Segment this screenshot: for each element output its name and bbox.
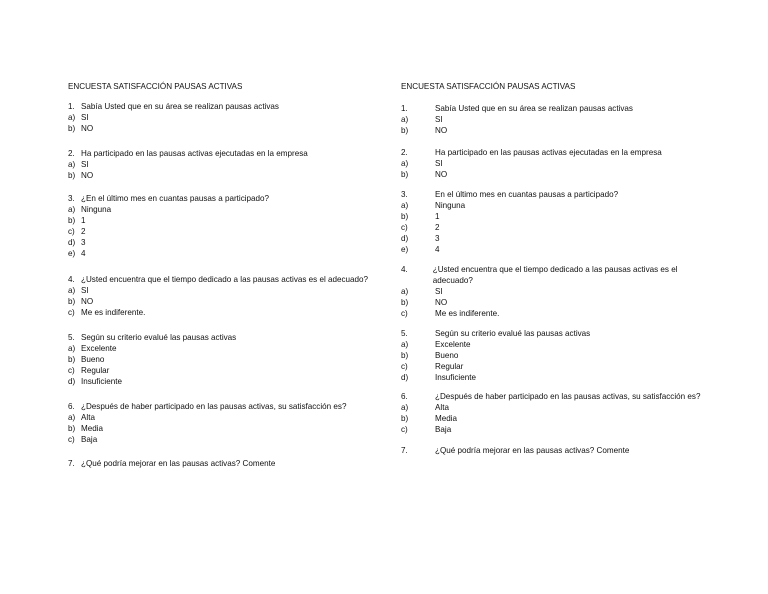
option-text: Ninguna <box>81 205 112 214</box>
option-letter: d) <box>401 234 409 243</box>
question-text: En el último mes en cuantas pausas a participado? <box>435 190 619 199</box>
option-text: Baja <box>435 425 452 434</box>
question-1 <box>68 101 373 134</box>
option-text: 1 <box>435 212 440 221</box>
survey-title: ENCUESTA SATISFACCIÓN PAUSAS ACTIVAS <box>68 82 243 91</box>
question-number: 4. <box>401 265 408 274</box>
option-text: NO <box>435 126 448 135</box>
question-text: ¿Usted encuentra que el tiempo dedicado a las pausas activas es el adecuado? <box>432 265 678 285</box>
option-text: Bueno <box>435 351 459 360</box>
option-letter: d) <box>68 238 76 247</box>
question-7 <box>401 445 701 456</box>
question-3 <box>401 189 701 255</box>
question-6 <box>68 401 373 445</box>
question-text: ¿Después de haber participado en las pausas activas, su satisfacción es? <box>81 402 347 411</box>
question-text: ¿Después de haber participado en las pausas activas, su satisfacción es? <box>435 392 701 401</box>
option-letter: e) <box>401 245 409 254</box>
option-letter: d) <box>68 377 76 386</box>
option-text: 4 <box>435 245 440 254</box>
option-text: Insuficiente <box>435 373 476 382</box>
option-letter: b) <box>68 171 76 180</box>
question-number: 5. <box>401 329 408 338</box>
option-text: Regular <box>81 366 110 375</box>
option-text: SI <box>435 159 443 168</box>
option-letter: a) <box>68 413 76 422</box>
option-text: SI <box>81 286 89 295</box>
option-letter: a) <box>401 340 409 349</box>
option-letter: a) <box>401 201 409 210</box>
question-number: 5. <box>68 333 75 342</box>
question-text: ¿Qué podría mejorar en las pausas activas? Comente <box>435 446 630 455</box>
question-text: ¿En el último mes en cuantas pausas a participado? <box>81 194 270 203</box>
option-text: 3 <box>435 234 440 243</box>
option-letter: b) <box>401 414 409 423</box>
option-text: Media <box>435 414 458 423</box>
option-text: 3 <box>81 238 86 247</box>
option-letter: c) <box>68 366 75 375</box>
option-letter: b) <box>401 170 409 179</box>
option-text: Baja <box>81 435 98 444</box>
option-letter: b) <box>68 424 76 433</box>
question-4 <box>401 264 701 319</box>
option-letter: c) <box>401 223 408 232</box>
option-letter: b) <box>68 355 76 364</box>
question-number: 6. <box>68 402 75 411</box>
option-letter: c) <box>68 227 75 236</box>
survey-title: ENCUESTA SATISFACCIÓN PAUSAS ACTIVAS <box>401 82 576 91</box>
option-text: Alta <box>81 413 95 422</box>
option-text: SI <box>435 287 443 296</box>
option-text: Alta <box>435 403 449 412</box>
question-6 <box>401 391 701 435</box>
option-text: Insuficiente <box>81 377 122 386</box>
option-text: NO <box>81 297 94 306</box>
option-letter: b) <box>68 297 76 306</box>
question-number: 1. <box>401 104 408 113</box>
question-number: 2. <box>401 148 408 157</box>
option-letter: c) <box>401 362 408 371</box>
question-number: 2. <box>68 149 75 158</box>
question-text: Según su criterio evalué las pausas activas <box>435 329 591 338</box>
question-number: 6. <box>401 392 408 401</box>
question-5 <box>401 328 701 383</box>
option-letter: a) <box>401 287 409 296</box>
question-number: 3. <box>401 190 408 199</box>
option-letter: c) <box>68 308 75 317</box>
option-letter: c) <box>401 309 408 318</box>
option-letter: a) <box>68 344 76 353</box>
option-letter: b) <box>401 126 409 135</box>
option-text: Bueno <box>81 355 105 364</box>
option-letter: c) <box>401 425 408 434</box>
question-number: 4. <box>68 275 75 284</box>
option-text: SI <box>81 160 89 169</box>
option-letter: a) <box>401 159 409 168</box>
option-text: NO <box>81 171 94 180</box>
question-text: Sabía Usted que en su área se realizan pausas activas <box>435 104 633 113</box>
option-text: 2 <box>435 223 440 232</box>
question-4 <box>68 274 373 318</box>
option-letter: a) <box>68 286 76 295</box>
option-text: 4 <box>81 249 86 258</box>
question-3 <box>68 193 373 259</box>
option-text: Media <box>81 424 104 433</box>
option-letter: b) <box>68 124 76 133</box>
question-number: 7. <box>401 446 408 455</box>
option-text: Regular <box>435 362 464 371</box>
option-text: Ninguna <box>435 201 466 210</box>
option-text: Excelente <box>435 340 471 349</box>
question-text: Ha participado en las pausas activas ejecutadas en la empresa <box>81 149 308 158</box>
option-letter: b) <box>68 216 76 225</box>
option-text: NO <box>435 298 448 307</box>
option-letter: d) <box>401 373 409 382</box>
question-number: 7. <box>68 459 75 468</box>
question-5 <box>68 332 373 387</box>
option-text: NO <box>81 124 94 133</box>
question-text: ¿Usted encuentra que el tiempo dedicado a las pausas activas es el adecuado? <box>81 275 369 284</box>
option-letter: b) <box>401 212 409 221</box>
question-text: ¿Qué podría mejorar en las pausas activas? Comente <box>81 459 276 468</box>
option-letter: a) <box>68 113 76 122</box>
option-letter: b) <box>401 298 409 307</box>
option-letter: b) <box>401 351 409 360</box>
option-text: Excelente <box>81 344 117 353</box>
question-number: 3. <box>68 194 75 203</box>
question-2 <box>401 147 701 180</box>
option-letter: a) <box>68 160 76 169</box>
option-letter: a) <box>401 115 409 124</box>
option-letter: a) <box>401 403 409 412</box>
option-text: NO <box>435 170 448 179</box>
question-text: Sabía Usted que en su área se realizan pausas activas <box>81 102 279 111</box>
option-text: 2 <box>81 227 86 236</box>
option-letter: a) <box>68 205 76 214</box>
option-text: SI <box>435 115 443 124</box>
question-7 <box>68 458 373 469</box>
question-text: Ha participado en las pausas activas ejecutadas en la empresa <box>435 148 662 157</box>
option-text: 1 <box>81 216 86 225</box>
option-text: Me es indiferente. <box>81 308 146 317</box>
option-text: SI <box>81 113 89 122</box>
option-letter: e) <box>68 249 76 258</box>
option-text: Me es indiferente. <box>435 309 500 318</box>
question-text: Según su criterio evalué las pausas activas <box>81 333 237 342</box>
option-letter: c) <box>68 435 75 444</box>
question-number: 1. <box>68 102 75 111</box>
question-2 <box>68 148 373 181</box>
question-1 <box>401 103 701 136</box>
